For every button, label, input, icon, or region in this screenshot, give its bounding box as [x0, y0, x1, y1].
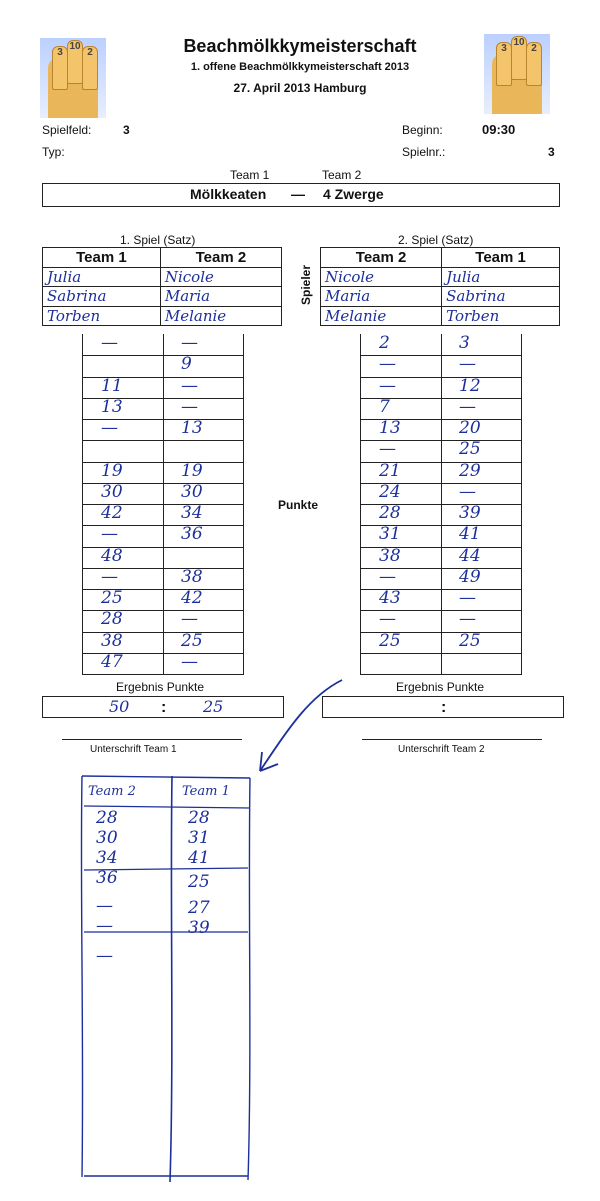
game2-caption: 2. Spiel (Satz) [398, 233, 474, 247]
game1-player1: Sabrina [43, 287, 161, 307]
signature-label-team1: Unterschrift Team 1 [90, 744, 177, 755]
score-cell: 36 [181, 524, 203, 545]
score-cell: 47 [101, 651, 123, 672]
game2-player1: Melanie [321, 306, 442, 326]
score-cell: 34 [181, 503, 203, 523]
score-cell: 20 [459, 418, 481, 438]
score-cell: 30 [181, 481, 203, 502]
extra-score-cell: — [96, 916, 113, 936]
score-cell: — [181, 375, 198, 396]
game-number-label: Spielnr.: [402, 145, 446, 159]
logo-pin-10: 10 [67, 40, 83, 84]
start-value: 09:30 [482, 122, 516, 137]
game1-player2: Maria [160, 287, 281, 307]
grid-row-line [83, 355, 243, 356]
extra-score-cell: 39 [188, 918, 210, 938]
page-title: Beachmölkkymeisterschaft [183, 36, 417, 56]
game1-score-grid [82, 334, 244, 675]
grid-row-line [361, 653, 521, 654]
match-dash: — [291, 186, 305, 202]
score-cell: — [459, 396, 476, 417]
score-cell: 31 [379, 524, 401, 545]
score-cell: 38 [379, 545, 401, 566]
score-cell: 19 [101, 460, 123, 481]
game1-col2-header: Team 2 [160, 248, 281, 268]
score-cell: — [181, 609, 198, 630]
players-label: Spieler [299, 264, 314, 306]
game1-players-table [42, 247, 282, 326]
match-team1-label: Team 1 [230, 168, 270, 182]
game1-result-box [42, 696, 284, 718]
logo-pin-2: 2 [82, 46, 98, 90]
extra-score-cell: 28 [188, 808, 210, 828]
game2-result-separator: : [441, 699, 447, 716]
score-cell: — [101, 566, 118, 587]
score-cell: 11 [101, 375, 123, 396]
extra-score-cell: 28 [96, 808, 118, 828]
score-cell: 24 [379, 481, 401, 502]
game2-col1-header: Team 2 [321, 248, 442, 268]
score-cell: 29 [459, 460, 481, 481]
game1-player1: Torben [43, 306, 161, 326]
score-cell: 25 [181, 630, 203, 651]
signature-line-team2 [362, 739, 542, 740]
score-cell: 13 [181, 418, 203, 438]
score-cell: — [181, 651, 198, 672]
game2-player1: Nicole [321, 267, 442, 287]
game1-caption: 1. Spiel (Satz) [120, 233, 196, 247]
score-cell: 41 [459, 524, 481, 545]
signature-label-team2: Unterschrift Team 2 [398, 744, 485, 755]
type-label: Typ: [42, 145, 65, 159]
score-cell: — [459, 588, 476, 608]
score-cell: 38 [181, 566, 203, 587]
extra-score-cell: 30 [96, 828, 118, 848]
score-cell: 7 [379, 396, 390, 417]
score-cell: 48 [101, 545, 123, 566]
score-cell: — [181, 396, 198, 417]
game1-result1: 50 [109, 697, 130, 716]
game1-result-label: Ergebnis Punkte [116, 680, 205, 694]
score-cell: 12 [459, 375, 481, 396]
score-cell: — [379, 375, 396, 396]
score-cell: — [101, 418, 118, 438]
game2-player2: Sabrina [442, 287, 560, 307]
signature-line-team1 [62, 739, 242, 740]
score-cell: 9 [181, 354, 192, 375]
game1-result2: 25 [203, 697, 224, 716]
points-label: Punkte [278, 498, 319, 512]
score-cell: — [459, 481, 476, 502]
score-cell: — [181, 333, 198, 353]
extra-col1-header: Team 2 [88, 784, 136, 799]
match-team2-name: 4 Zwerge [323, 186, 384, 202]
date-place: 27. April 2013 Hamburg [233, 81, 367, 95]
extra-score-cell: 31 [188, 828, 210, 848]
logo-pin-2: 2 [526, 42, 542, 86]
grid-row-line [83, 440, 243, 441]
logo-pin-3: 3 [496, 42, 512, 86]
game1-player2: Nicole [160, 267, 281, 287]
page-subtitle: 1. offene Beachmölkkymeisterschaft 2013 [190, 61, 410, 73]
score-cell: 3 [459, 333, 470, 353]
game2-player2: Julia [442, 267, 560, 287]
extra-score-cell: — [96, 946, 113, 966]
game1-result-separator: : [161, 699, 167, 716]
game1-player1: Julia [43, 267, 161, 287]
score-cell: 21 [379, 460, 401, 481]
arrow-icon [250, 676, 350, 776]
match-team1-name: Mölkkeaten [190, 186, 267, 202]
score-cell: — [379, 439, 396, 460]
game2-result-label: Ergebnis Punkte [396, 680, 485, 694]
field-value: 3 [123, 123, 130, 137]
game2-score-grid [360, 334, 522, 675]
score-cell: — [379, 609, 396, 630]
score-cell: 13 [379, 418, 401, 438]
extra-score-cell: 41 [188, 848, 210, 868]
score-cell: — [379, 354, 396, 375]
game1-player2: Melanie [160, 306, 281, 326]
game2-player2: Torben [442, 306, 560, 326]
score-cell: 39 [459, 503, 481, 523]
match-box [42, 183, 560, 207]
extra-score-cell: 34 [96, 848, 118, 868]
score-cell: 43 [379, 588, 401, 608]
score-cell: 25 [379, 630, 401, 651]
game2-players-table [320, 247, 560, 326]
extra-col2-header: Team 1 [182, 784, 230, 799]
score-cell: — [101, 333, 118, 353]
extra-score-cell: — [96, 896, 113, 916]
game2-result-box [322, 696, 564, 718]
logo-pin-10: 10 [511, 36, 527, 80]
score-cell: 19 [181, 460, 203, 481]
logo-pin-3: 3 [52, 46, 68, 90]
score-cell: 44 [459, 545, 481, 566]
score-cell: — [379, 566, 396, 587]
field-label: Spielfeld: [42, 123, 92, 137]
score-cell: 25 [459, 630, 481, 651]
score-cell: 25 [459, 439, 481, 460]
score-cell: 28 [101, 609, 123, 630]
game-number-value: 3 [548, 145, 555, 159]
start-label: Beginn: [402, 123, 443, 137]
extra-score-cell: 36 [96, 868, 118, 888]
score-cell: — [459, 354, 476, 375]
match-team2-label: Team 2 [322, 168, 362, 182]
score-cell: 28 [379, 503, 401, 523]
score-cell: 42 [181, 588, 203, 608]
game2-player1: Maria [321, 287, 442, 307]
game1-col1-header: Team 1 [43, 248, 161, 268]
score-cell: 2 [379, 333, 390, 353]
score-cell: 30 [101, 481, 123, 502]
extra-score-cell: 27 [188, 898, 210, 918]
score-cell: — [459, 609, 476, 630]
score-cell: 13 [101, 396, 123, 417]
extra-score-cell: 25 [188, 872, 210, 892]
score-cell: 42 [101, 503, 123, 523]
score-cell: 25 [101, 588, 123, 608]
game2-col2-header: Team 1 [442, 248, 560, 268]
score-cell: 49 [459, 566, 481, 587]
score-cell: — [101, 524, 118, 545]
score-cell: 38 [101, 630, 123, 651]
